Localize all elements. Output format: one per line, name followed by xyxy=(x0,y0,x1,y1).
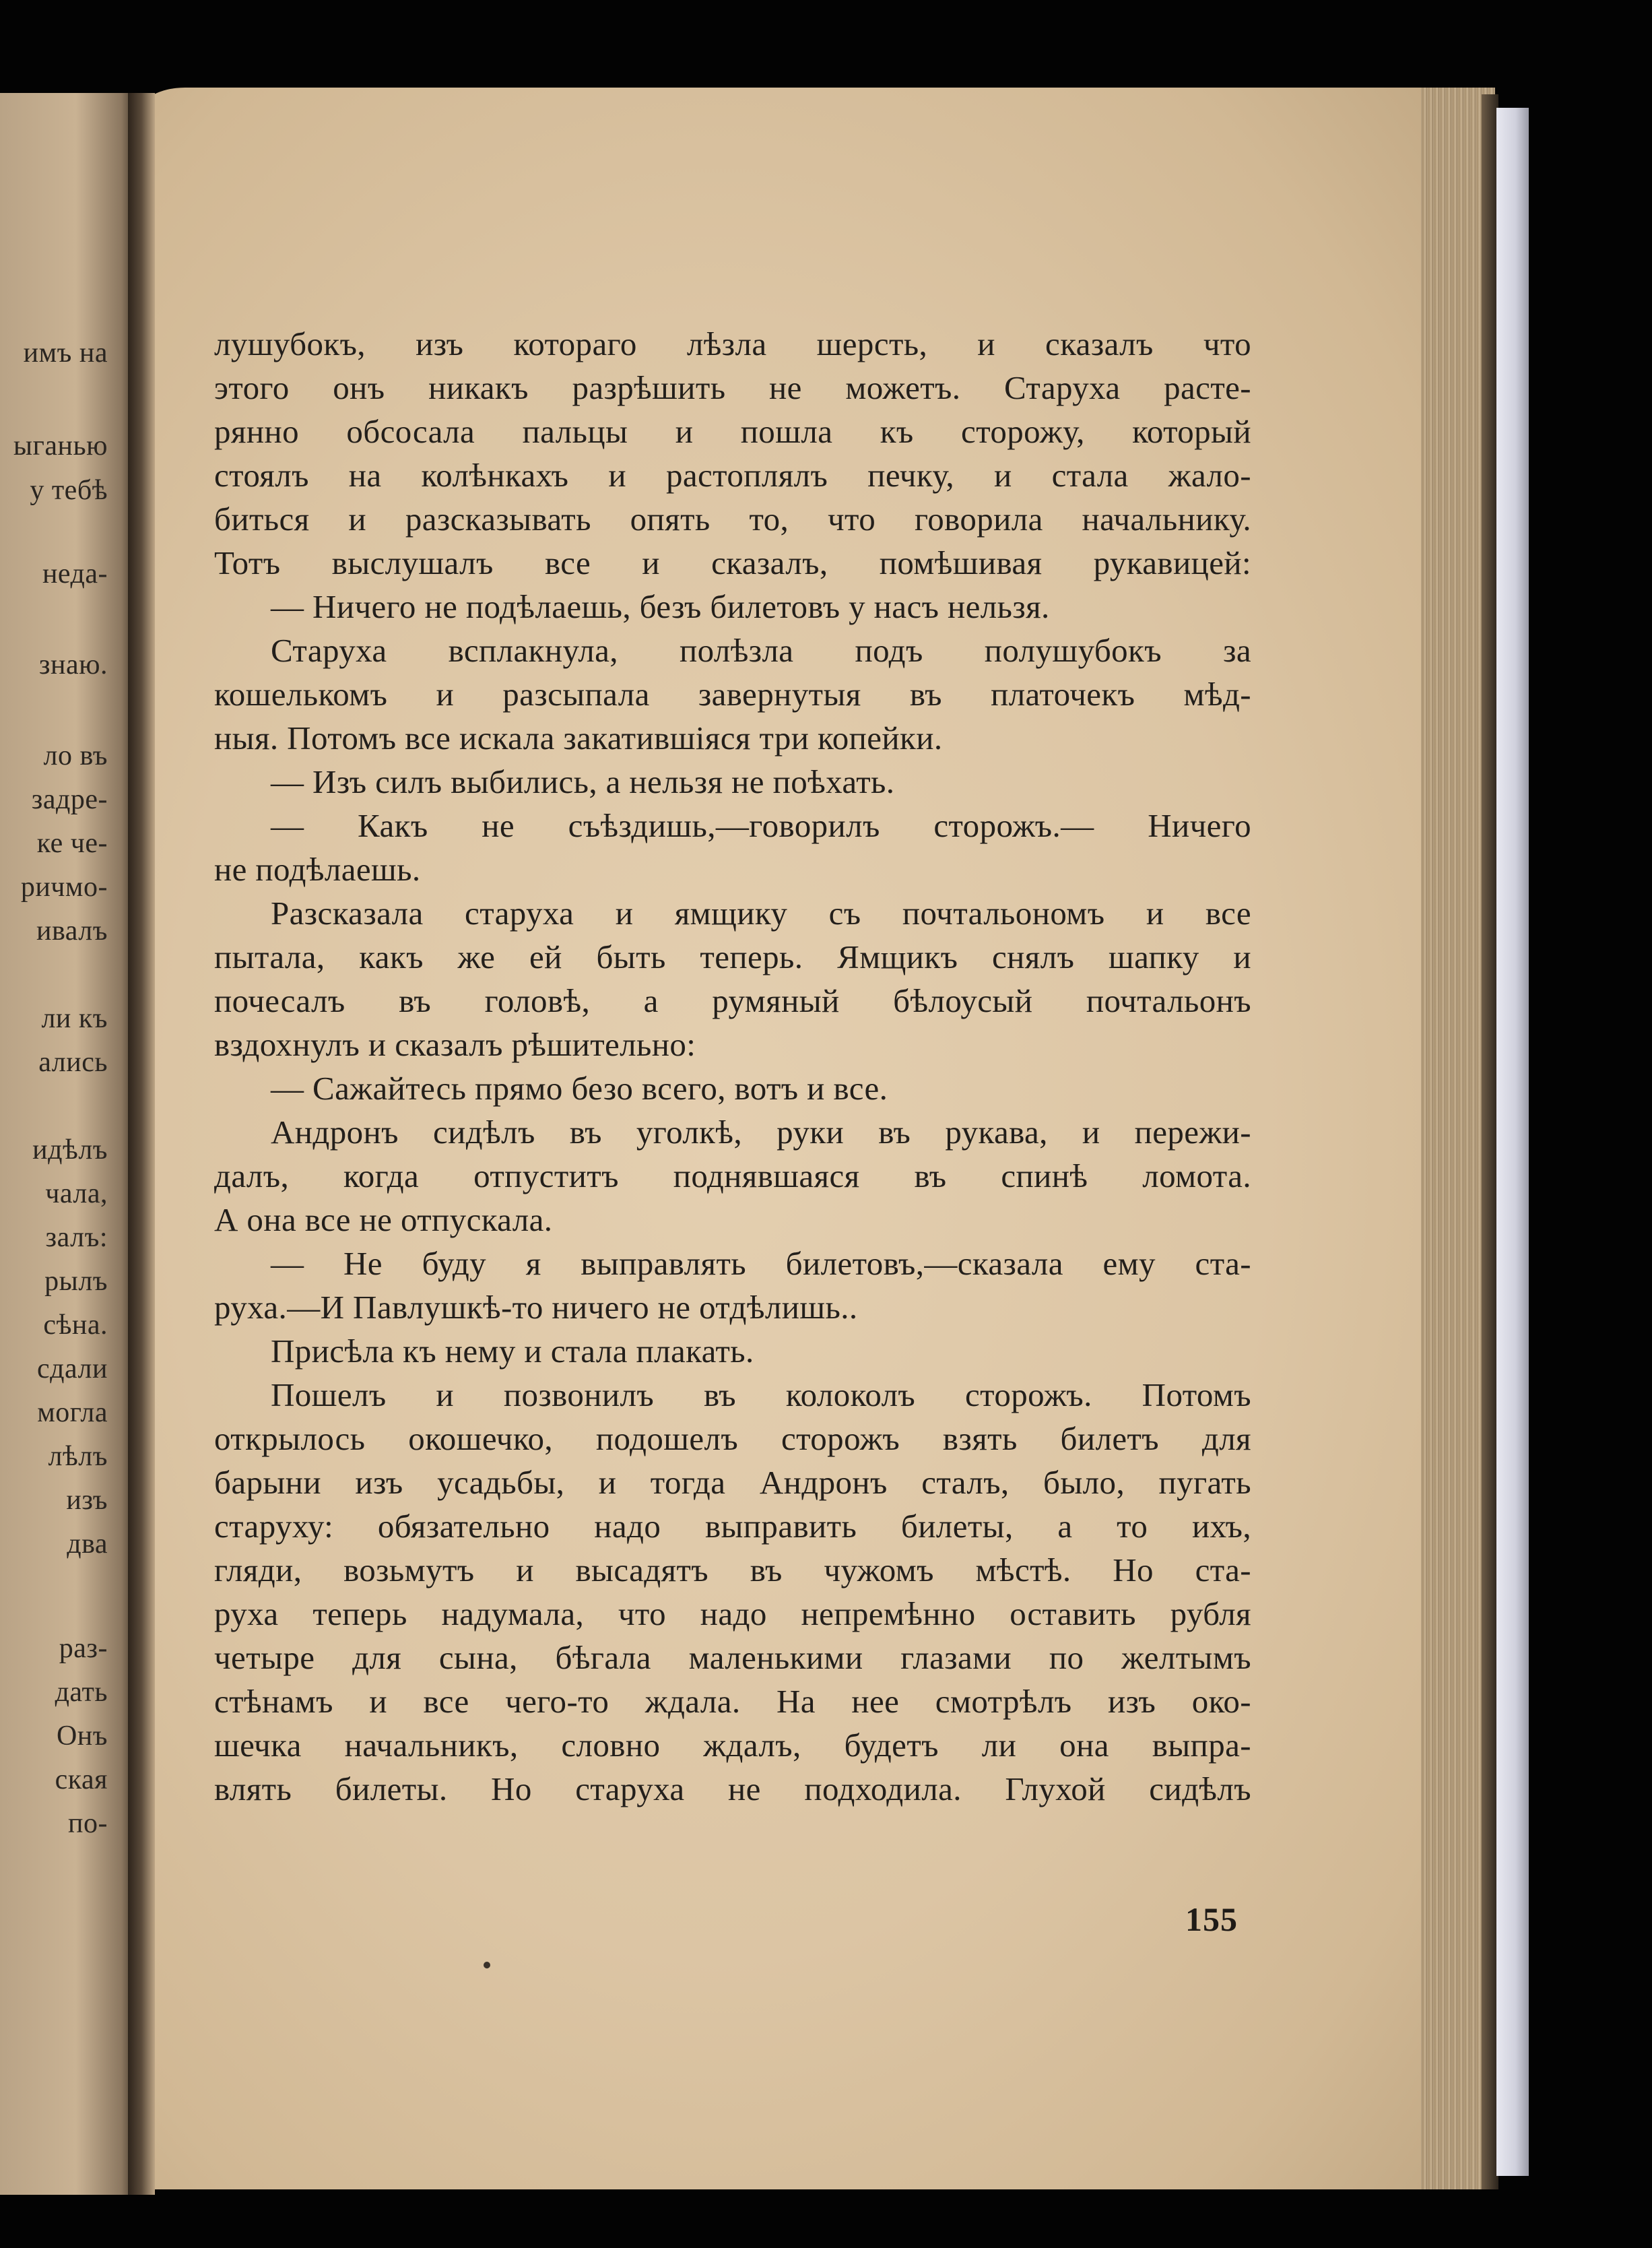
left-fragment: изъ xyxy=(66,1485,108,1516)
left-fragment: раз- xyxy=(59,1633,108,1664)
left-fragment: могла xyxy=(37,1397,108,1428)
paper-speck xyxy=(484,1962,490,1968)
text-line: А она все не отпускала. xyxy=(214,1201,553,1238)
text-line: рянно обсосала пальцы и пошла къ сторожу, который xyxy=(214,413,1251,450)
text-line: — Какъ не съѣздишь,—говорилъ сторожъ.— Ничего xyxy=(271,807,1251,844)
text-line: руха.—И Павлушкѣ-то ничего не отдѣлишь.. xyxy=(214,1289,858,1326)
text-line: этого онъ никакъ разрѣшить не можетъ. Старуха расте- xyxy=(214,369,1251,406)
left-fragment: по- xyxy=(68,1808,108,1839)
text-line: Старуха всплакнула, полѣзла подъ полушубокъ за xyxy=(271,632,1251,669)
text-line: барыни изъ усадьбы, и тогда Андронъ сталъ, было, пугать xyxy=(214,1464,1251,1501)
left-fragment: ыганью xyxy=(13,430,108,461)
text-line: — Не буду я выправлять билетовъ,—сказала ему ста- xyxy=(271,1245,1251,1282)
left-fragment: ло въ xyxy=(43,740,108,771)
left-fragment: неда- xyxy=(42,558,108,589)
text-line: Пошелъ и позвонилъ въ колоколъ сторожъ. Потомъ xyxy=(271,1376,1251,1413)
text-line: — Изъ силъ выбились, а нельзя не поѣхать. xyxy=(271,763,895,800)
text-line: биться и разсказывать опять то, что говорила начальнику. xyxy=(214,501,1251,538)
text-line: гляди, возьмутъ и высадятъ въ чужомъ мѣстѣ. Но ста- xyxy=(214,1551,1251,1588)
text-line: кошелькомъ и разсыпала завернутыя въ платочекъ мѣд- xyxy=(214,676,1251,713)
left-fragment: имъ на xyxy=(23,338,108,368)
left-fragment: идѣлъ xyxy=(32,1134,108,1165)
text-line: вздохнулъ и сказалъ рѣшительно: xyxy=(214,1026,696,1063)
left-fragment: рылъ xyxy=(44,1266,108,1297)
text-line: почесалъ въ головѣ, а румяный бѣлоусый почтальонъ xyxy=(214,982,1251,1019)
left-fragment: лѣлъ xyxy=(48,1441,108,1472)
page-body-text xyxy=(214,322,1251,1811)
text-line: далъ, когда отпуститъ поднявшаяся въ спинѣ ломота. xyxy=(214,1157,1251,1194)
left-fragment: ская xyxy=(55,1764,108,1795)
left-facing-page xyxy=(0,93,138,2195)
left-fragment: дать xyxy=(55,1677,108,1708)
text-line: шечка начальникъ, словно ждалъ, будетъ ли она выпра- xyxy=(214,1727,1251,1764)
left-fragment: залъ: xyxy=(45,1222,108,1253)
text-line: стоялъ на колѣнкахъ и растоплялъ печку, и стала жало- xyxy=(214,457,1251,494)
left-fragment: ались xyxy=(38,1047,108,1078)
text-line: руха теперь надумала, что надо непремѣнно оставить рубля xyxy=(214,1595,1251,1632)
left-fragment: сѣна. xyxy=(43,1310,108,1341)
left-fragment: знаю. xyxy=(38,649,108,680)
text-line: не подѣлаешь. xyxy=(214,851,421,888)
left-fragment: чала, xyxy=(45,1178,108,1209)
text-line: лушубокъ, изъ котораго лѣзла шерсть, и сказалъ что xyxy=(214,325,1251,362)
text-line: пытала, какъ же ей быть теперь. Ямщикъ снялъ шапку и xyxy=(214,938,1251,975)
left-fragment: сдали xyxy=(37,1353,108,1384)
left-fragment: Онъ xyxy=(56,1721,108,1752)
text-line: четыре для сына, бѣгала маленькими глазами по желтымъ xyxy=(214,1639,1251,1676)
book-gutter xyxy=(128,93,155,2195)
left-fragment: ке че- xyxy=(36,828,108,859)
text-line: Тотъ выслушалъ все и сказалъ, помѣшивая рукавицей: xyxy=(214,544,1251,581)
text-line: — Сажайтесь прямо безо всего, вотъ и все. xyxy=(271,1070,888,1107)
text-line: открылось окошечко, подошелъ сторожъ взять билетъ для xyxy=(214,1420,1251,1457)
left-fragment: задре- xyxy=(31,784,108,815)
text-line: ныя. Потомъ все искала закатившіяся три копейки. xyxy=(214,719,943,757)
left-fragment: ли къ xyxy=(41,1003,108,1034)
left-fragment: ивалъ xyxy=(36,916,108,946)
page-number: 155 xyxy=(1185,1900,1238,1938)
book-cover-edge xyxy=(1496,108,1529,2176)
text-line: стѣнамъ и все чего-то ждала. На нее смотрѣлъ изъ око- xyxy=(214,1683,1251,1720)
left-fragment: у тебѣ xyxy=(30,475,108,506)
text-line: Андронъ сидѣлъ въ уголкѣ, руки въ рукава, и пережи- xyxy=(271,1114,1251,1151)
left-page-text-fragments xyxy=(0,93,108,2195)
text-line: влять билеты. Но старуха не подходила. Глухой сидѣлъ xyxy=(214,1770,1251,1807)
text-line: Разсказала старуха и ямщику съ почтальономъ и все xyxy=(271,895,1251,932)
text-line: старуху: обязательно надо выправить билеты, а то ихъ, xyxy=(214,1508,1251,1545)
left-fragment: ричмо- xyxy=(20,872,108,903)
text-line: — Ничего не подѣлаешь, безъ билетовъ у насъ нельзя. xyxy=(271,588,1050,625)
left-fragment: два xyxy=(67,1529,108,1560)
text-line: Присѣла къ нему и стала плакать. xyxy=(271,1332,754,1370)
